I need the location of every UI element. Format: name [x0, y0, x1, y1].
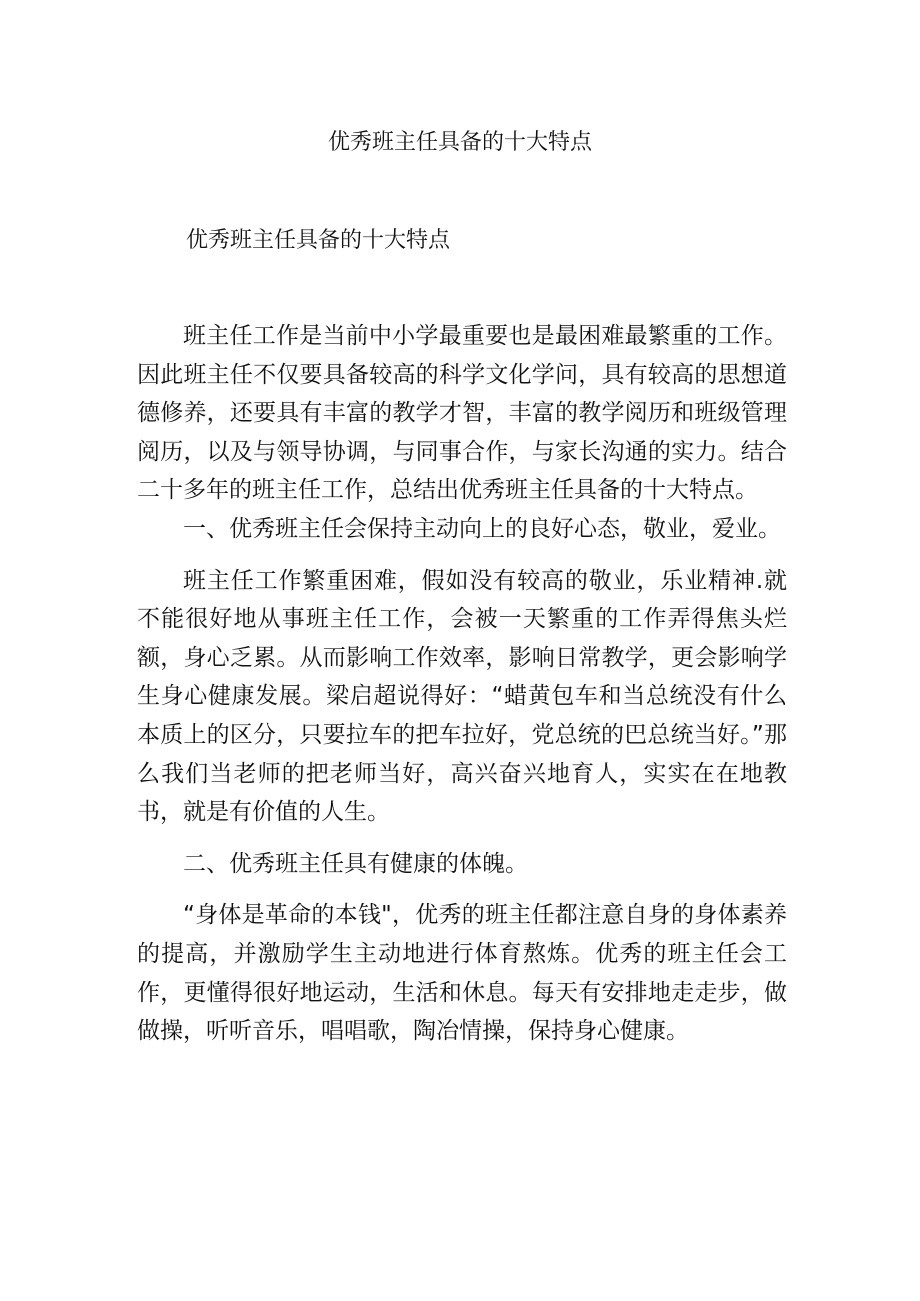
paragraph-section-2: “身体是革命的本钱"，优秀的班主任都注意自身的身体素养的提高，并激励学生主动地进行体育熬炼。优秀的班主任会工作，更懂得很好地运动，生活和休息。每天有安排地走走步，做做操，听听音乐，唱唱歌，陶冶情操，保持身心健康。 — [137, 902, 787, 1045]
paragraph-heading-2: 二、优秀班主任具有健康的体魄。 — [183, 850, 528, 877]
document-subtitle: 优秀班主任具备的十大特点 — [186, 228, 451, 253]
paragraph-intro: 班主任工作是当前中小学最重要也是最困难最繁重的工作。因此班主任不仅要具备较高的科学文化学问，具有较高的思想道德修养，还要具有丰富的教学才智，丰富的教学阅历和班级管理阅历，以及与领导协调，与同事合作，与家长沟通的实力。结合二十多年的班主任工作，总结出优秀班主任具备的十大特点。 — [137, 323, 787, 504]
paragraph-heading-1: 一、优秀班主任会保持主动向上的良好心态，敬业，爱业。 — [183, 515, 781, 542]
document-body — [137, 317, 787, 1051]
document-title: 优秀班主任具备的十大特点 — [327, 130, 592, 155]
paragraph-section-1: 班主任工作繁重困难，假如没有较高的敬业，乐业精神.就不能很好地从事班主任工作，会被一天繁重的工作弄得焦头烂额，身心乏累。从而影响工作效率，影响日常教学，更会影响学生身心健康发展。梁启超说得好：“蜡黄包车和当总统没有什么本质上的区分，只要拉车的把车拉好，党总统的巴总统当好。”那么我们当老师的把老师当好，高兴奋兴地育人，实实在在地教书，就是有价值的人生。 — [137, 567, 787, 826]
